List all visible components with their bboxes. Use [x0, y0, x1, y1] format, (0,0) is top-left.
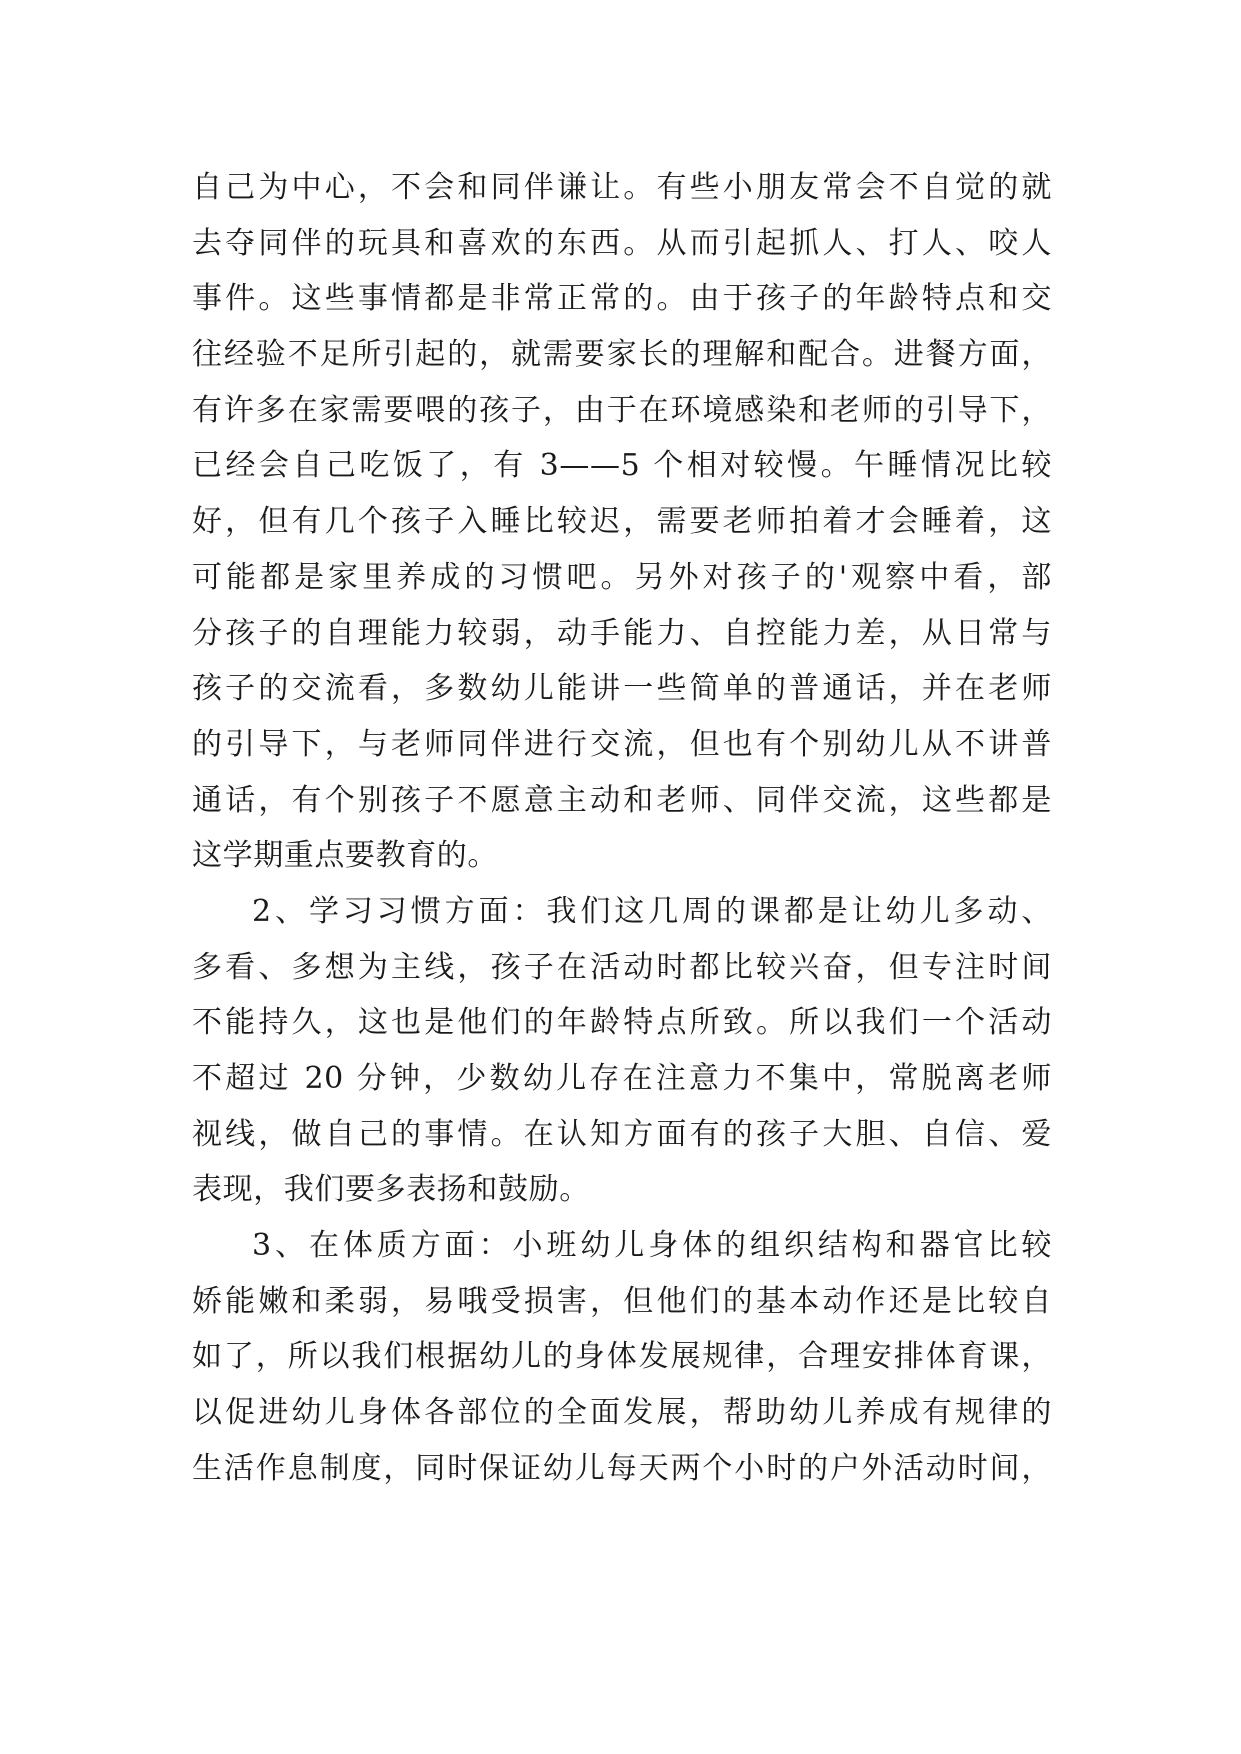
text-line: 娇能嫩和柔弱，易哦受损害，但他们的基本动作还是比较自: [192, 1283, 1052, 1319]
text-line: 表现，我们要多表扬和鼓励。: [192, 1172, 590, 1208]
text-line: 事件。这些事情都是非常正常的。由于孩子的年龄特点和交: [192, 281, 1052, 317]
text-line: 孩子的交流看，多数幼儿能讲一些简单的普通话，并在老师: [192, 671, 1052, 707]
text-line: 视线，做自己的事情。在认知方面有的孩子大胆、自信、爱: [192, 1116, 1052, 1152]
text-line: 不能持久，这也是他们的年龄特点所致。所以我们一个活动: [192, 1005, 1052, 1041]
text-line: 可能都是家里养成的习惯吧。另外对孩子的'观察中看，部: [192, 559, 1052, 595]
text-line: 这学期重点要教育的。: [192, 838, 498, 874]
text-line: 往经验不足所引起的，就需要家长的理解和配合。进餐方面，: [192, 337, 1052, 373]
text-line: 生活作息制度，同时保证幼儿每天两个小时的户外活动时间，: [192, 1450, 1052, 1486]
text-line: 有许多在家需要喂的孩子，由于在环境感染和老师的引导下，: [192, 392, 1052, 428]
text-line: 的引导下，与老师同伴进行交流，但也有个别幼儿从不讲普: [192, 726, 1052, 762]
text-line: 不超过 20 分钟，少数幼儿存在注意力不集中，常脱离老师: [192, 1061, 1052, 1096]
text-line: 好，但有几个孩子入睡比较迟，需要老师拍着才会睡着，这: [192, 504, 1052, 540]
text-line: 多看、多想为主线，孩子在活动时都比较兴奋，但专注时间: [192, 949, 1052, 985]
text-line: 分孩子的自理能力较弱，动手能力、自控能力差，从日常与: [192, 615, 1052, 651]
text-line: 通话，有个别孩子不愿意主动和老师、同伴交流，这些都是: [192, 782, 1052, 818]
text-line: 以促进幼儿身体各部位的全面发展，帮助幼儿养成有规律的: [192, 1395, 1052, 1431]
text-line: 已经会自己吃饭了，有 3——5 个相对较慢。午睡情况比较: [192, 448, 1052, 484]
text-line: 自己为中心，不会和同伴谦让。有些小朋友常会不自觉的就: [192, 170, 1052, 205]
body-text: [192, 160, 1052, 1497]
text-line: 如了，所以我们根据幼儿的身体发展规律，合理安排体育课，: [192, 1339, 1052, 1375]
paragraph-start-line: 3、在体质方面：小班幼儿身体的组织结构和器官比较: [252, 1228, 1052, 1264]
text-line: 去夺同伴的玩具和喜欢的东西。从而引起抓人、打人、咬人: [192, 225, 1052, 261]
paragraph-start-line: 2、学习习惯方面：我们这几周的课都是让幼儿多动、: [252, 893, 1052, 929]
